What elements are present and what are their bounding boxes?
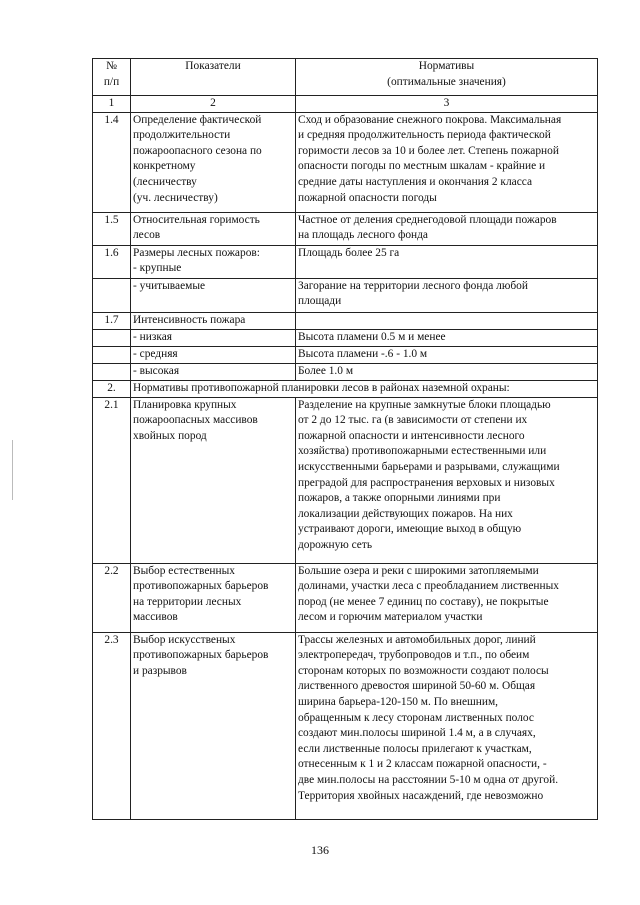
row-number: 1.5 — [93, 212, 131, 245]
indicator-cell: Интенсивность пожара — [131, 312, 296, 329]
row-number: 2.3 — [93, 632, 131, 819]
row-number: 2.1 — [93, 397, 131, 563]
norm-cell: Загорание на территории лесного фонда любой площади — [296, 278, 598, 312]
indicator-cell: Размеры лесных пожаров: - крупные — [131, 245, 296, 278]
table-row — [93, 563, 598, 632]
header-indicators: Показатели — [131, 59, 296, 96]
table-row — [93, 112, 598, 212]
row-number: 1.4 — [93, 112, 131, 212]
norm-cell: Большие озера и реки с широкими затопляемыми долинами, участки леса с преобладанием лиственных пород (не менее 7 единиц по составу), не покрытые лесом и горючим материалом участки — [296, 563, 598, 632]
page-number: 136 — [311, 843, 329, 857]
indicator-cell: - средняя — [131, 346, 296, 363]
norms-table — [92, 58, 598, 820]
row-number — [93, 278, 131, 312]
row-number — [93, 329, 131, 346]
indicator-cell: - учитываемые — [131, 278, 296, 312]
column-number-row — [93, 96, 598, 113]
col-number-1: 1 — [93, 96, 131, 113]
norm-cell: Высота пламени -.6 - 1.0 м — [296, 346, 598, 363]
indicator-cell: Планировка крупных пожароопасных массивов хвойных пород — [131, 397, 296, 563]
col-number-3: 3 — [296, 96, 598, 113]
table-row — [93, 212, 598, 245]
indicator-cell: Выбор искусственых противопожарных барьеров и разрывов — [131, 632, 296, 819]
table-row — [93, 632, 598, 819]
indicator-cell: Относительная горимость лесов — [131, 212, 296, 245]
table-row — [93, 278, 598, 312]
header-row — [93, 59, 598, 96]
row-number: 1.7 — [93, 312, 131, 329]
table-row — [93, 245, 598, 278]
indicator-cell: - низкая — [131, 329, 296, 346]
row-number: 2.2 — [93, 563, 131, 632]
row-number — [93, 363, 131, 380]
norm-cell: Разделение на крупные замкнутые блоки площадью от 2 до 12 тыс. га (в зависимости от степени их пожарной опасности и интенсивности лесного хозяйства) противопожарными естественными или искусственными барьерами и разрывами, служащими преградой для распространения верховых и низовых пожаров, а также опорными линиями при локализации действующих пожаров. На них устраивают дороги, имеющие выход в общую дорожную сеть — [296, 397, 598, 563]
table-row — [93, 312, 598, 329]
header-norms: Нормативы (оптимальные значения) — [296, 59, 598, 96]
norm-cell: Частное от деления среднегодовой площади пожаров на площадь лесного фонда — [296, 212, 598, 245]
norm-cell: Сход и образование снежного покрова. Максимальная и средняя продолжительность периода фактической горимости лесов за 10 и более лет. Степень пожарной опасности погоды по местным шкалам - крайние и средние даты наступления и окончания 2 класса пожарной опасности погоды — [296, 112, 598, 212]
section-row — [93, 380, 598, 397]
section-title: Нормативы противопожарной планировки лесов в районах наземной охраны: — [131, 380, 598, 397]
row-number — [93, 346, 131, 363]
table-row — [93, 397, 598, 563]
norm-cell: Высота пламени 0.5 м и менее — [296, 329, 598, 346]
col-number-2: 2 — [131, 96, 296, 113]
norm-cell: Трассы железных и автомобильных дорог, линий электропередач, трубопроводов и т.п., по обеим сторонам которых по возможности создают полосы лиственного древостоя шириной 50-60 м. Общая ширина барьера-120-150 м. По внешним, обращенным к лесу сторонам лиственных полос создают мин.полосы шириной 1.4 м, а в случаях, если лиственные полосы прилегают к участкам, отнесенным к 1 и 2 классам пожарной опасности, - две мин.полосы на расстоянии 5-10 м одна от другой. Территория хвойных насаждений, где невозможно — [296, 632, 598, 819]
norm-cell: Более 1.0 м — [296, 363, 598, 380]
indicator-cell: Определение фактической продолжительности пожароопасного сезона по конкретному (лесничеству (уч. лесничеству) — [131, 112, 296, 212]
section-number: 2. — [93, 380, 131, 397]
table-row — [93, 346, 598, 363]
norm-cell — [296, 312, 598, 329]
scan-margin-mark — [12, 440, 13, 500]
table-row — [93, 329, 598, 346]
table-row — [93, 363, 598, 380]
indicator-cell: - высокая — [131, 363, 296, 380]
norm-cell: Площадь более 25 га — [296, 245, 598, 278]
header-num: № п/п — [93, 59, 131, 96]
row-number: 1.6 — [93, 245, 131, 278]
indicator-cell: Выбор естественных противопожарных барьеров на территории лесных массивов — [131, 563, 296, 632]
